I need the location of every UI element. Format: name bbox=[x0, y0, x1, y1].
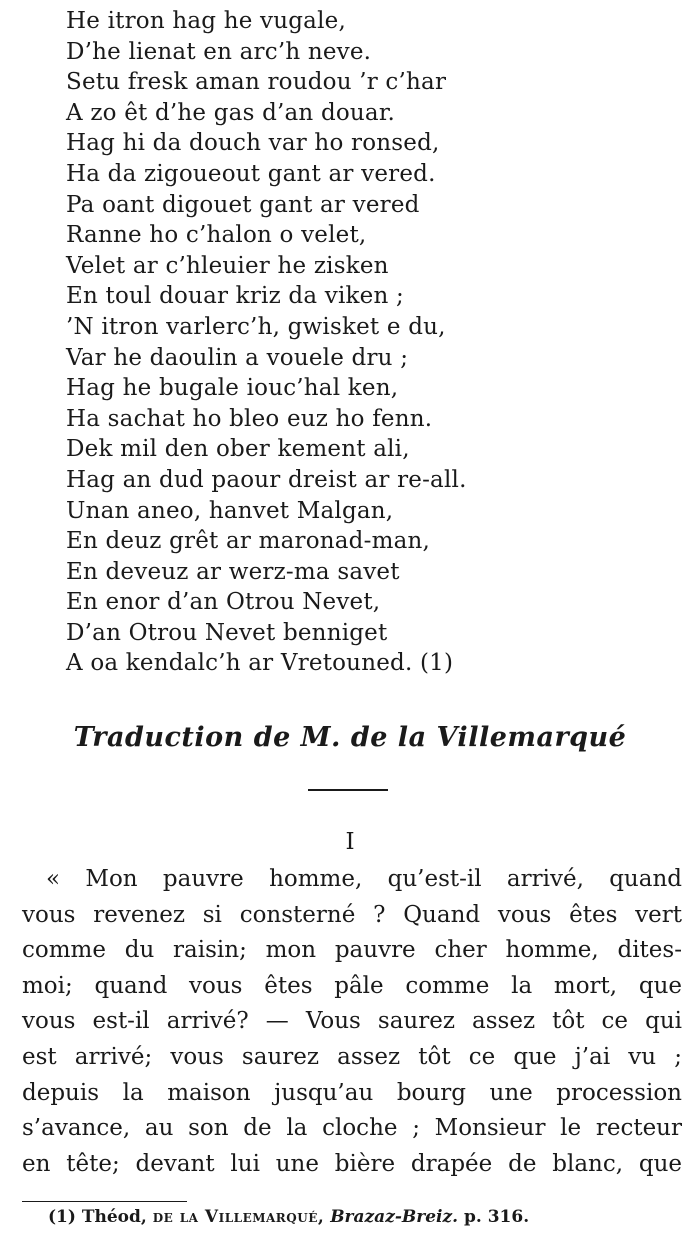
verse-line: Ha da zigoueout gant ar vered. bbox=[66, 160, 436, 187]
section-divider bbox=[308, 789, 388, 791]
prose-line: vous revenez si consterné ? Quand vous êtes vert bbox=[22, 901, 682, 928]
footnote bbox=[48, 1207, 529, 1227]
prose-line: vous est-il arrivé? — Vous saurez assez tôt ce qui bbox=[22, 1008, 682, 1035]
prose-line: en tête; devant lui une bière drapée de blanc, que bbox=[22, 1150, 682, 1177]
verse-line: Hag he bugale iouc’hal ken, bbox=[66, 375, 399, 402]
verse-line: Setu fresk aman roudou ’r c’har bbox=[66, 69, 447, 96]
verse-line: Hag an dud paour dreist ar re-all. bbox=[66, 466, 467, 493]
verse-line: Pa oant digouet gant ar vered bbox=[66, 191, 420, 218]
translation-heading: Traduction de M. de la Villemarqué bbox=[73, 722, 627, 753]
verse-line: En deveuz ar werz-ma savet bbox=[66, 558, 400, 585]
prose-line: comme du raisin; mon pauvre cher homme, dites- bbox=[22, 937, 682, 964]
verse-line: En enor d’an Otrou Nevet, bbox=[66, 589, 381, 616]
breton-verse bbox=[66, 6, 666, 679]
prose-line: est arrivé; vous saurez assez tôt ce que j’ai vu ; bbox=[22, 1043, 682, 1070]
verse-line: Dek mil den ober kement ali, bbox=[66, 436, 410, 463]
verse-line: Unan aneo, hanvet Malgan, bbox=[66, 497, 394, 524]
footnote-marker: (1) bbox=[48, 1207, 76, 1227]
verse-line: ’N itron varlerc’h, gwisket e du, bbox=[66, 313, 446, 340]
prose-line: s’avance, au son de la cloche ; Monsieur le recteur bbox=[22, 1115, 682, 1142]
prose-line: « Mon pauvre homme, qu’est-il arrivé, quand bbox=[46, 866, 682, 892]
verse-line: D’an Otrou Nevet benniget bbox=[66, 619, 388, 646]
french-translation bbox=[22, 862, 682, 1182]
verse-line: Ha sachat ho bleo euz ho fenn. bbox=[66, 405, 433, 432]
footnote-rule bbox=[22, 1201, 187, 1202]
footnote-author-first: Théod, bbox=[81, 1207, 147, 1227]
verse-line: He itron hag he vugale, bbox=[66, 8, 346, 34]
verse-line: Velet ar c’hleuier he zisken bbox=[66, 252, 389, 279]
footnote-author-last: de la Villemarqué, bbox=[152, 1207, 325, 1227]
prose-line: depuis la maison jusqu’au bourg une procession bbox=[22, 1079, 682, 1106]
section-numeral: I bbox=[345, 829, 355, 855]
verse-line: Ranne ho c’halon o velet, bbox=[66, 222, 367, 249]
verse-line: En toul douar kriz da viken ; bbox=[66, 283, 404, 310]
footnote-page: p. 316. bbox=[464, 1207, 530, 1227]
verse-line: Var he daoulin a vouele dru ; bbox=[66, 344, 409, 371]
verse-line: A zo êt d’he gas d’an douar. bbox=[66, 99, 396, 126]
prose-line: moi; quand vous êtes pâle comme la mort, que bbox=[22, 972, 682, 999]
verse-line: D’he lienat en arc’h neve. bbox=[66, 38, 372, 65]
verse-line: A oa kendalc’h ar Vretouned. (1) bbox=[66, 650, 454, 677]
verse-line: En deuz grêt ar maronad-man, bbox=[66, 528, 431, 555]
footnote-work: Brazaz-Breiz. bbox=[330, 1207, 459, 1227]
verse-line: Hag hi da douch var ho ronsed, bbox=[66, 130, 440, 157]
